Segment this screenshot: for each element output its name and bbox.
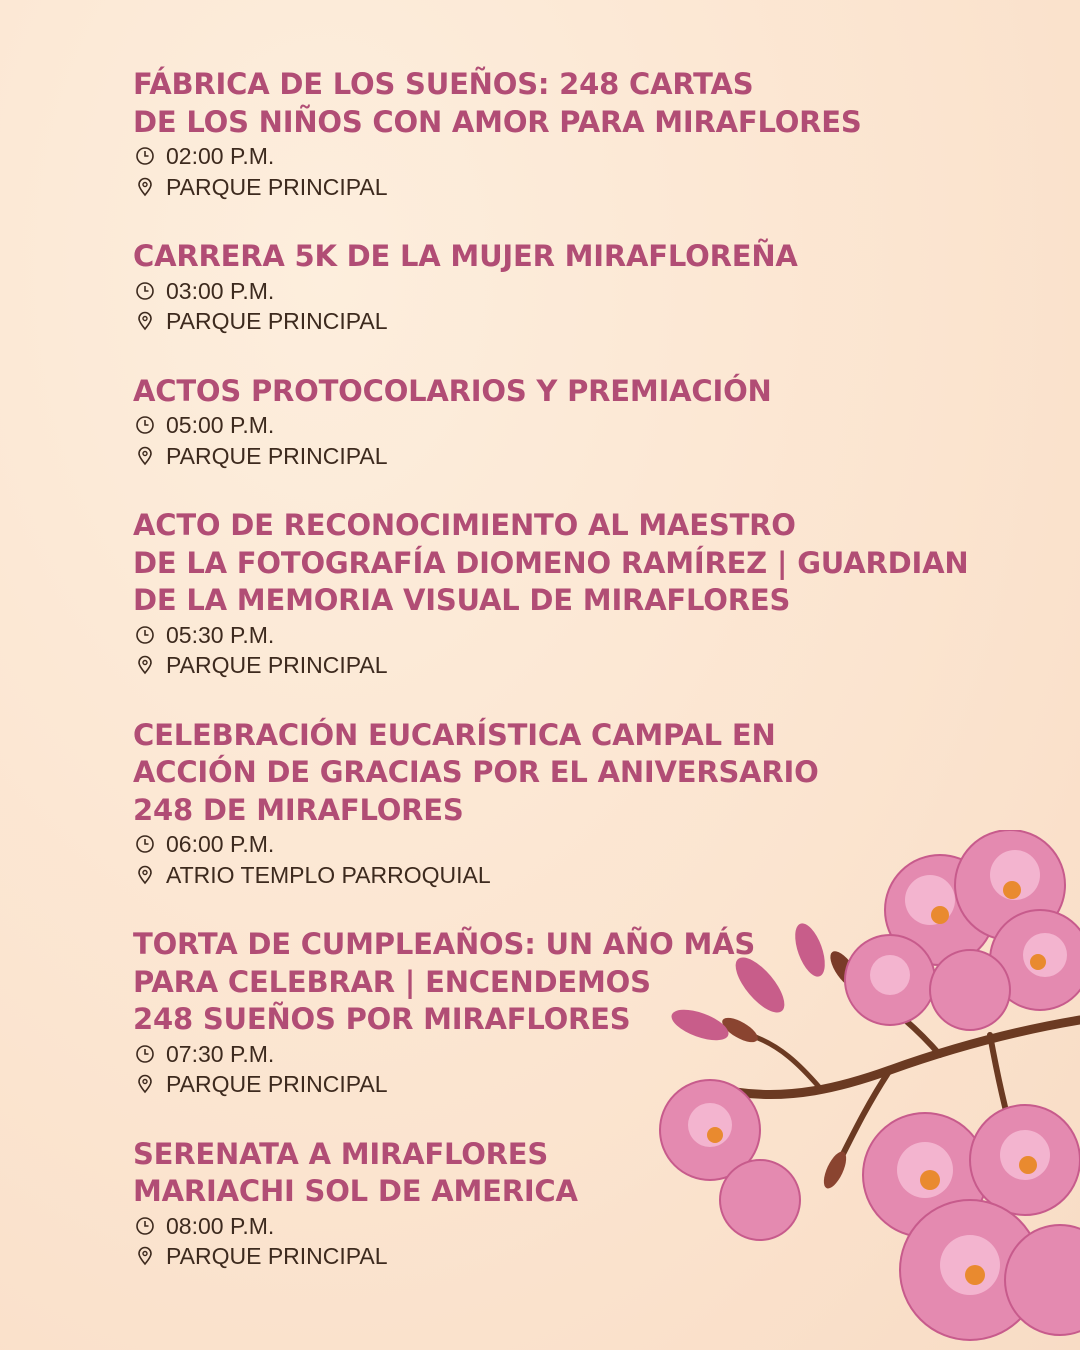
event-item: [133, 238, 1013, 337]
clock-icon: [135, 625, 155, 645]
event-item: [133, 717, 1013, 891]
event-title-line: DE LOS NIÑOS CON AMOR PARA MIRAFLORES: [133, 104, 862, 139]
clock-icon: [135, 415, 155, 435]
event-title-line: ACCIÓN DE GRACIAS POR EL ANIVERSARIO: [133, 755, 819, 789]
event-place: PARQUE PRINCIPAL: [166, 173, 388, 200]
event-place-row: [133, 1069, 1013, 1100]
event-item: [133, 373, 1013, 472]
event-item: [133, 507, 1013, 681]
location-pin-icon: [135, 311, 155, 331]
event-title-line: MARIACHI SOL DE AMERICA: [133, 1174, 578, 1208]
event-title-line: SERENATA A MIRAFLORES: [133, 1136, 549, 1171]
event-title-line: TORTA DE CUMPLEAÑOS: UN AÑO MÁS: [133, 927, 756, 961]
location-pin-icon: [135, 1246, 155, 1266]
event-time-row: [133, 276, 1013, 307]
event-title: [133, 373, 1013, 411]
event-title: [133, 717, 1013, 830]
event-place-row: [133, 172, 1013, 203]
event-place: PARQUE PRINCIPAL: [166, 652, 388, 678]
event-item: [133, 926, 1013, 1100]
location-pin-icon: [135, 446, 155, 466]
event-time-row: [133, 410, 1013, 441]
event-item: [133, 66, 1013, 202]
location-pin-icon: [135, 865, 155, 885]
clock-icon: [135, 146, 155, 166]
event-place-row: [133, 1241, 1013, 1272]
event-time: 06:00 P.M.: [166, 831, 275, 857]
event-time: 05:30 P.M.: [166, 621, 275, 648]
event-time-row: [133, 620, 1013, 651]
location-pin-icon: [135, 177, 155, 197]
event-time: 05:00 P.M.: [166, 412, 275, 438]
event-title: [133, 507, 1013, 620]
event-title-line: CARRERA 5K DE LA MUJER MIRAFLOREÑA: [133, 239, 798, 273]
event-place: PARQUE PRINCIPAL: [166, 1071, 388, 1097]
event-place: PARQUE PRINCIPAL: [166, 1243, 388, 1269]
event-title-line: DE LA FOTOGRAFÍA DIOMENO RAMÍREZ | GUARDIAN: [133, 545, 969, 580]
clock-icon: [135, 281, 155, 301]
event-schedule: [133, 66, 1013, 1308]
event-title-line: 248 SUEÑOS POR MIRAFLORES: [133, 1002, 631, 1036]
event-time-row: [133, 141, 1013, 172]
event-time: 03:00 P.M.: [166, 277, 275, 304]
event-place: ATRIO TEMPLO PARROQUIAL: [166, 861, 491, 888]
event-title-line: DE LA MEMORIA VISUAL DE MIRAFLORES: [133, 583, 791, 617]
event-place: PARQUE PRINCIPAL: [166, 308, 388, 334]
location-pin-icon: [135, 655, 155, 675]
clock-icon: [135, 834, 155, 854]
event-time: 07:30 P.M.: [166, 1040, 275, 1067]
event-place-row: [133, 860, 1013, 891]
event-title: [133, 1136, 1013, 1211]
event-place-row: [133, 441, 1013, 472]
event-title-line: 248 DE MIRAFLORES: [133, 792, 464, 827]
event-title-line: ACTOS PROTOCOLARIOS Y PREMIACIÓN: [133, 373, 772, 408]
event-item: [133, 1136, 1013, 1272]
clock-icon: [135, 1044, 155, 1064]
event-place-row: [133, 306, 1013, 337]
event-place: PARQUE PRINCIPAL: [166, 442, 388, 469]
event-title: [133, 66, 1013, 141]
event-time: 02:00 P.M.: [166, 143, 275, 169]
event-time: 08:00 P.M.: [166, 1212, 275, 1239]
event-title: [133, 238, 1013, 276]
event-title-line: ACTO DE RECONOCIMIENTO AL MAESTRO: [133, 508, 796, 542]
location-pin-icon: [135, 1074, 155, 1094]
event-time-row: [133, 1211, 1013, 1242]
event-time-row: [133, 1039, 1013, 1070]
event-title-line: CELEBRACIÓN EUCARÍSTICA CAMPAL EN: [133, 717, 776, 752]
event-place-row: [133, 650, 1013, 681]
event-title-line: PARA CELEBRAR | ENCENDEMOS: [133, 964, 651, 999]
event-title-line: FÁBRICA DE LOS SUEÑOS: 248 CARTAS: [133, 67, 754, 101]
clock-icon: [135, 1216, 155, 1236]
event-title: [133, 926, 1013, 1039]
event-time-row: [133, 829, 1013, 860]
